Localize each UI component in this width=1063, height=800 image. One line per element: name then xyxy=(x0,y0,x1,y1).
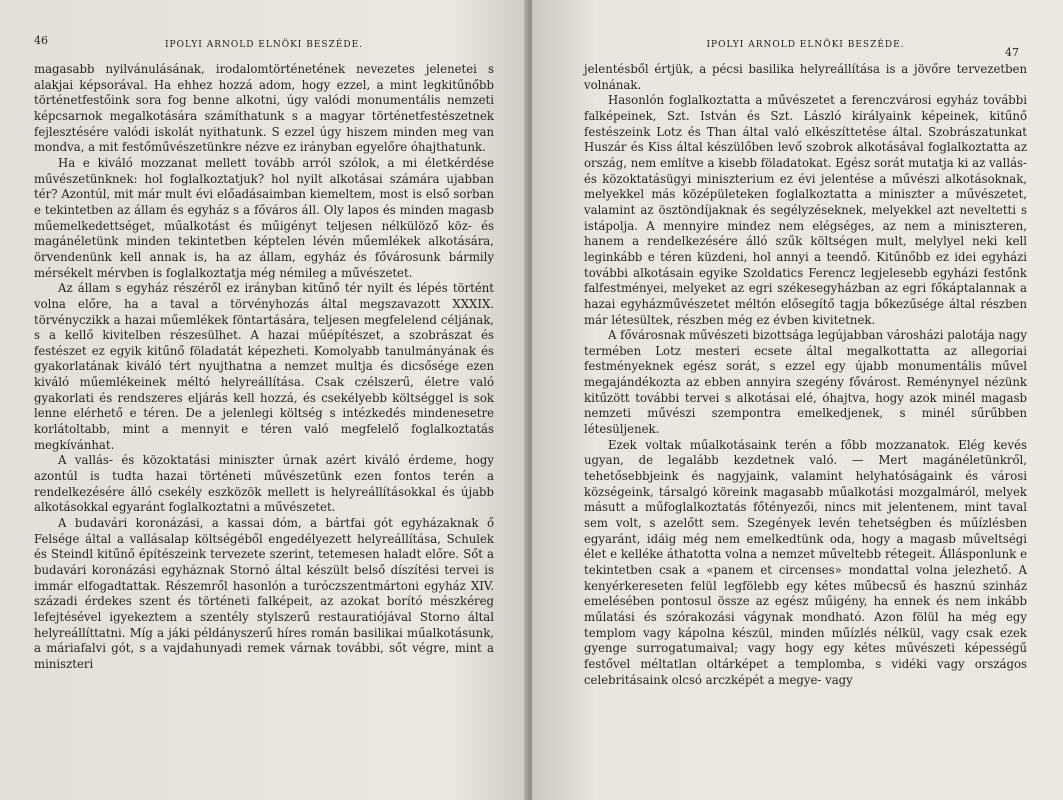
paragraph: Hasonlón foglalkoztatta a művészetet a ferenczvárosi egyház további falképeinek, Szt. István és Szt. László királyaink képeinek, kitűnő festészeink Lotz és Than által való elkészíttetése által. Szobrászatunkat Huszár és Kiss által készülőben levő szobrok alkotásával foglalkoztatta az ország, nem említve a kisebb föladatokat. Egész sorát mutatja ki az vallás- és közoktatásügyi miniszterium ez évi jelentése a művészi alkotásoknak, melyekkel más középületeken foglalkoztatta a miniszter a művészetet, valamint az ösztöndíjaknak és segélyzéseknek, melyekkel azt neveltetti s istápolja. A mennyire mindez nem elégséges, az nem a miniszteren, hanem a rendelkezésére álló szűk költségen mult, melylyel neki kell leginkább e téren küzdeni, hol annyi a teendő. Kitűnőbb ez idei egyházi további alkotásain egyike Szoldatics Ferencz legjelesebb egyházi festőnk falfestményei, melyeket az egri székesegyházban az egri főkáptalannak a hazai egyházművészetet méltón elősegítő tagja bőkezűsége által részben már létesültek, részben még ez évben kivitetnek. xyxy=(584,93,1027,327)
paragraph: A vallás- és közoktatási miniszter úrnak azért kiváló érdeme, hogy azontúl is tudta hazai történeti művészetünk ezen fontos terén a rendelkezésére álló csekély eszközök mellett is helyreállításokkal és újabb alkotásokkal egyaránt foglalkoztatni a művészetet. xyxy=(34,453,494,515)
left-page xyxy=(0,0,528,800)
paragraph: Ha e kiváló mozzanat mellett tovább arról szólok, a mi életkérdése művészetünknek: hol foglalkoztatjuk? hol nyilt alkotásai számára ujabban tér? Azontúl, mit már mult évi előadásaimban kiemeltem, most is első sorban e tekintetben az állam és egyház s a főváros áll. Oly lapos és minden magasb műemelkedettséget, műalkotást és műigényt teljesen nélkülöző köz- és magánéletünk minden tekintetben képtelen lévén műemlékek alkotására, örvendenünk kell annak is, ha az állam, egyház és fővárosunk bármily mérsékelt mérvben is foglalkoztatja még némileg a művészetet. xyxy=(34,155,494,280)
paragraph: magasabb nyilvánulásának, irodalomtörténetének nevezetes jelenetei s alakjai képsorával. Ha ehhez hozzá adom, hogy ezzel, a mint legkitűnőbb történetfestőink sora fog benne alkotni, úgy valódi monumentális nemzeti képcsarnok megalkotására számíthatunk s a magyar történetfestészetnek fejlesztésére valódi iskolát nyithatunk. S ezzel úgy hiszem minden meg van mondva, a mit festőművészetünkre nézve ez irányban egyelőre óhajthatunk. xyxy=(34,62,494,155)
paragraph: Az állam s egyház részéről ez irányban kitűnő tér nyilt és lépés történt volna előre, ha a taval a törvényhozás által megszavazott XXXIX. törvényczikk a hazai műemlékek föntartására, teljesen megfelelend céljának, s a kellő kivitelben részesülhet. A hazai műépítészet, a szobrászat és festészet ez egyik kitűnő föladatát képezheti. Komolyabb tanulmányának és gyakorlatának kiváló tért nyujthatna a nemzet multja és dicsősége ezen kiváló műemlékeinek méltó helyreállítása. Csak czélszerű, életre való gyakorlati és rendszeres eljárás kell hozzá, és csekélyebb költséggel is sok lenne elérhető e téren. De a jelenlegi költség s intézkedés mindenesetre korlátoltabb, mint a mennyit e téren való megfelelő foglalkoztatás megkívánhat. xyxy=(34,281,494,452)
page-number: 46 xyxy=(34,34,48,47)
paragraph: A budavári koronázási, a kassai dóm, a bártfai gót egyházaknak ő Felsége által a vallásalap költségéből engedélyezett helyreállítása, Schulek és Steindl kitűnő építészeink tervezete szerint, tetemesen haladt előre. Sőt a budavári koronázási egyháznak Stornó által készült belső díszítési tervei is immár elfogadtattak. Részemről hasonlón a turóczszentmártoni egyház XIV. századi érdekes szent és történeti falképeit, az azokat borító mészkéreg lefejtésével igyekeztem a szentély stylszerű restauratiójával Storno által helyreállíttatni. Míg a jáki példányszerű híres román basilikai műalkotásunk, a máriafalvi gót, s a vajdahunyadi remek várnak további, sőt végre, mint a miniszteri xyxy=(34,516,494,671)
paragraph: A fővárosnak művészeti bizottsága legújabban városházi palotája nagy termében Lotz mesteri ecsete által megalkottatta az allegoriai festményeknek egész sorát, s ezzel egy újabb monumentális művel megajándékozta az ebben annyira szegény fővárost. Reménynyel nézünk kitűzött további tervei s alkotásai elé, óhajtva, hogy azok minél magasb nemzeti művészi szempontra emelkedjenek, s minél sűrűbben létesüljenek. xyxy=(584,328,1027,437)
running-head: IPOLYI ARNOLD ELNÖKI BESZÉDE. xyxy=(164,40,364,50)
left-page-header xyxy=(34,28,494,62)
right-page-header xyxy=(584,28,1027,62)
right-page xyxy=(532,0,1063,800)
running-head: IPOLYI ARNOLD ELNÖKI BESZÉDE. xyxy=(706,40,905,50)
paragraph: Ezek voltak műalkotásaink terén a főbb mozzanatok. Elég kevés ugyan, de legalább kezdetnek való. — Mert magánéletünkről, tehetősebbjeink és nagyjaink, valamint helyhatóságaink és városi községeink, társalgó köreink magasabb műalkotási mozgalmáról, melyek másutt a műfoglalkoztatás főtényezői, nincs mit jelentenem, mint taval sem volt, s azelőtt sem. Szegények levén tehetségben és műízlésben egyaránt, idáig még nem emelkedtünk oda, hogy a magasb műveltségi élet e kelléke áthatotta volna a nemzet műveltebb rétegeit. Állásponlunk e tekintetben csak a «panem et circenses» mondattal volna jelezhető. A kenyérkereseten felül legfölebb egy kétes műbecsű és hasznú szinház emelésében pontosul össze az egész műigény, ha ennek és nem inkább műlatási és szórakozási vágynak mondható. Azon fölül ha még egy templom vagy kápolna készül, minden műízlés nélkül, vagy csak ezek gyenge surrogatumaival; vagy hogy egy kétes művészeti képességű festővel méltatlan oltárképet a templomba, s vidéki vagy országos celebritásaink olcsó arczképét a megye- vagy xyxy=(584,437,1027,687)
page-number: 47 xyxy=(1005,46,1019,59)
paragraph: jelentésből értjük, a pécsi basilika helyreállítása is a jövőre tervezetben volnának. xyxy=(584,62,1027,92)
